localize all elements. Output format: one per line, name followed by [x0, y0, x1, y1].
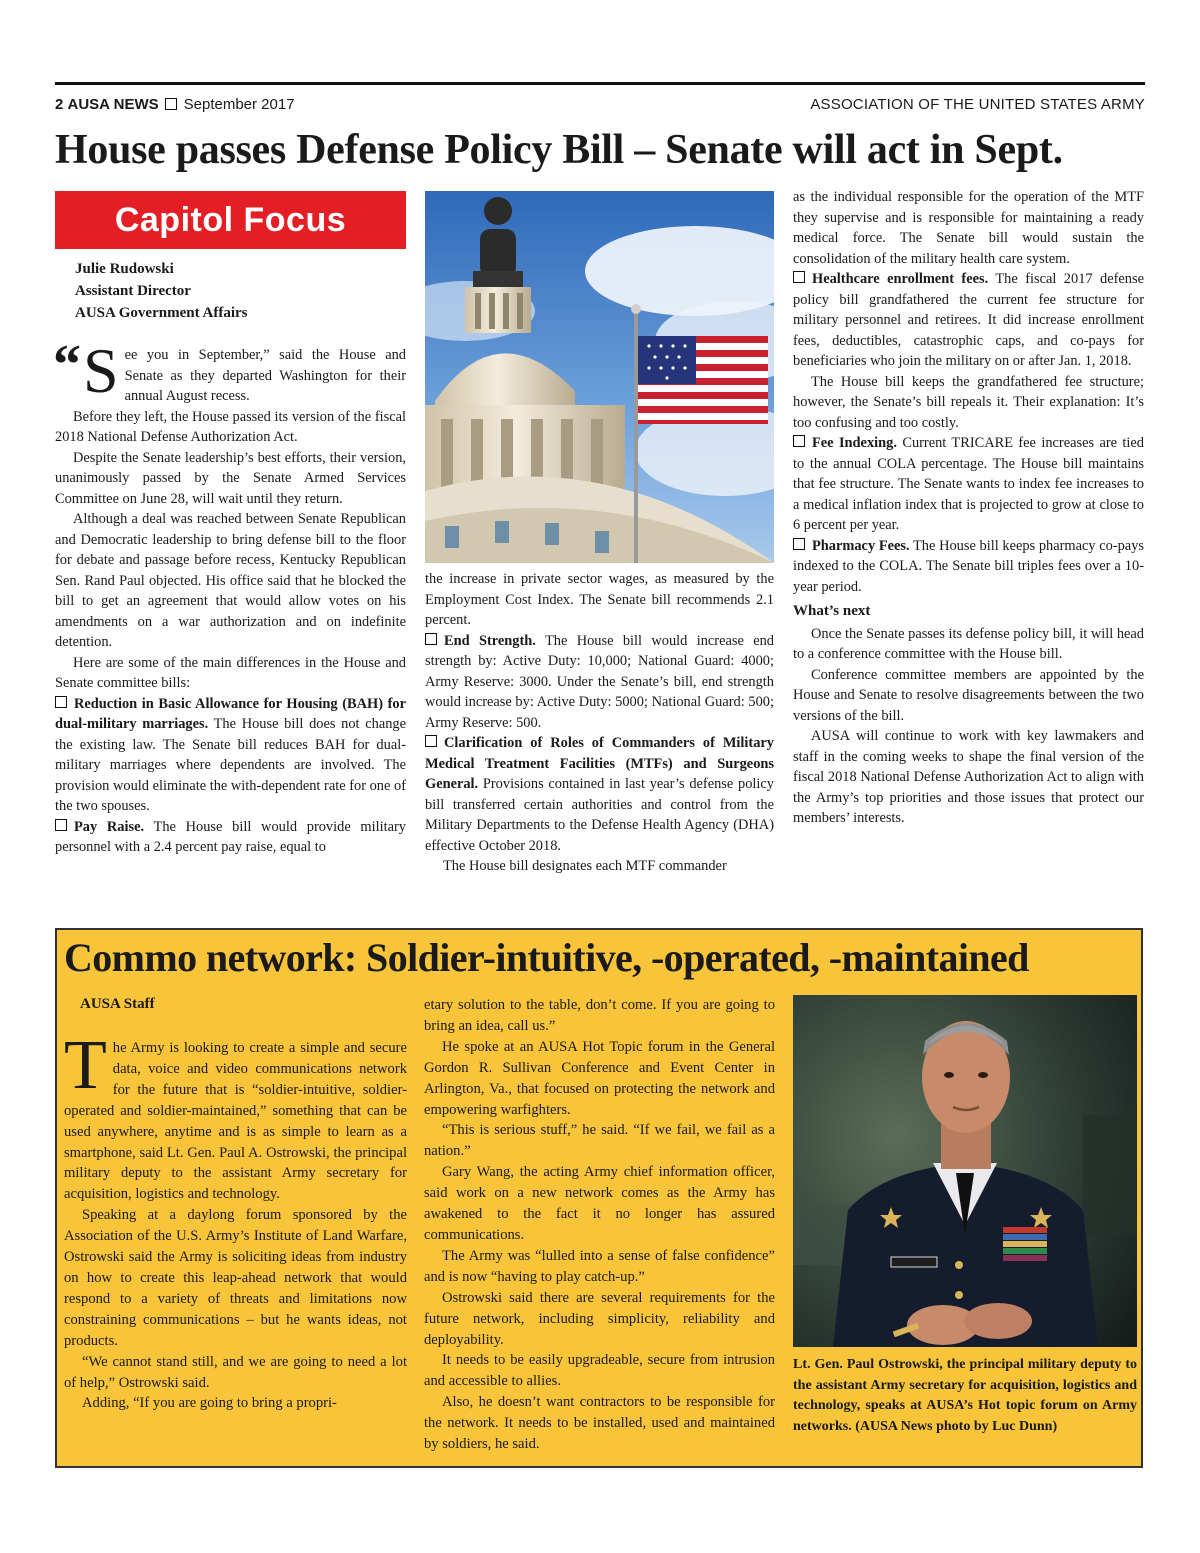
paragraph: Gary Wang, the acting Army chief information officer, said work on a new network comes as the Army has awakened to the fact it no longer has assured communications. — [424, 1164, 775, 1243]
story2-column-2 — [424, 995, 775, 1455]
capitol-focus-banner: Capitol Focus — [55, 191, 406, 249]
paragraph: He spoke at an AUSA Hot Topic forum in the General Gordon R. Sullivan Conference and Event Center in Arlington, Va., that focused on protecting the network and empowering warfighters. — [424, 1038, 775, 1118]
lead-paragraph — [53, 334, 406, 407]
paragraph: Despite the Senate leadership’s best efforts, their version, unanimously passed by the Senate Armed Services Committee on June 28, will wait until they return. — [55, 449, 406, 507]
checkbox-icon — [165, 98, 177, 110]
commo-byline: AUSA Staff — [80, 996, 155, 1012]
item-end-strength — [425, 631, 774, 734]
paragraph: AUSA will continue to work with key lawmakers and staff in the coming weeks to shape the final version of the fiscal 2018 National Defense Authorization Act to align with the Army’s top priorities and those issues that protect our members’ interests. — [793, 728, 1144, 826]
paragraph: Conference committee members are appointed by the House and Senate to resolve disagreements between the two versions of the bill. — [793, 666, 1144, 724]
item-bah — [55, 694, 406, 817]
item-text: The House bill would increase end strength by: Active Duty: 10,000; National Guard: 4000; Army Reserve: 3000. Under the Senate’s bill, end strength would increase by: Active Duty: 5000; National Guard: 500; Army Reserve: 500. — [425, 632, 774, 731]
paragraph: The House bill keeps the grandfathered fee structure; however, the Senate’s bill repeals it. Their explanation: It’s too confusing and too costly. — [793, 373, 1144, 431]
item-text: The House bill does not change the existing law. The Senate bill reduces BAH for dual-military marriages where dependents are involved. The provision would eliminate the with-dependent rate for one of the two spouses. — [55, 716, 406, 814]
byline — [75, 258, 248, 324]
item-title: Reduction in Basic Allowance for Housing (BAH) for dual-military marriages. — [55, 695, 406, 732]
lead-text: he Army is looking to create a simple and secure data, voice and video communications network for the future that is “soldier-intuitive, soldier-operated and soldier-maintained,” something that can be used anywhere, anytime and is as simple to learn as a smartphone, said Lt. Gen. Paul A. Ostrowski, the principal military deputy to the assistant Army secretary for acquisition, logistics and technology. — [64, 1040, 407, 1203]
paragraph: the increase in private sector wages, as measured by the Employment Cost Index. The Senate bill recommends 2.1 percent. — [425, 571, 774, 628]
item-mtf — [425, 733, 774, 856]
paragraph: Adding, “If you are going to bring a propri- — [82, 1395, 337, 1412]
paragraph: It needs to be easily upgradeable, secure from intrusion and accessible to allies. — [424, 1352, 775, 1390]
header-left — [55, 96, 295, 113]
story1-column-3 — [793, 187, 1144, 829]
drop-quote: “ — [53, 334, 81, 396]
item-title: Pharmacy Fees. — [812, 537, 910, 554]
checkbox-icon — [55, 696, 67, 708]
item-pay — [55, 817, 406, 858]
item-text: The House bill keeps pharmacy co-pays indexed to the COLA. The Senate bill triples fees over a 10-year period. — [793, 537, 1144, 595]
paragraph: “We cannot stand still, and we are going to need a lot of help,” Ostrowski said. — [64, 1353, 407, 1391]
drop-cap: T — [64, 1027, 107, 1104]
lead-text: ee you in September,” said the House and Senate as they departed Washington for their annual August recess. — [124, 347, 406, 404]
item-pharmacy-fees — [793, 536, 1144, 598]
paragraph: Ostrowski said there are several requirements for the future network, including simplicity, reliability and deployability. — [424, 1289, 775, 1348]
paragraph: Although a deal was reached between Senate Republican and Democratic leadership to bring defense bill to the floor for debate and passage before recess, Kentucky Republican Sen. Rand Paul objected. His office said that he blocked the bill to get an agreement that would allow votes on his amendments on a war authorization and on indefinite detention. — [55, 511, 406, 650]
checkbox-icon — [793, 435, 805, 447]
item-text: The fiscal 2017 defense policy bill grandfathered the current fee structure for military personnel and retirees. It did increase enrollment fees, deductibles, catastrophic caps, and co-pays for beneficiaries who join the military on or after Jan. 1, 2018. — [793, 271, 1144, 369]
checkbox-icon — [793, 538, 805, 550]
paragraph: Here are some of the main differences in the House and Senate committee bills: — [55, 654, 406, 691]
item-text: Provisions contained in last year’s defense policy bill transferred certain authorities and control from the Military Departments to the Defense Health Agency (DHA) effective October 2018. — [425, 776, 774, 854]
paragraph: The House bill designates each MTF commander — [443, 858, 727, 874]
lead-paragraph — [64, 1027, 407, 1205]
organization-name: ASSOCIATION OF THE UNITED STATES ARMY — [810, 96, 1145, 113]
paragraph: “This is serious stuff,” he said. “If we fail, we fail as a nation.” — [424, 1122, 775, 1160]
byline-author: Julie Rudowski — [75, 261, 174, 277]
paragraph: as the individual responsible for the operation of the MTF they supervise and is responsible for maintaining a ready medical force. The Senate bill would sustain the consolidation of the military health care system. — [793, 189, 1144, 267]
publication-name: AUSA NEWS — [67, 96, 159, 113]
item-title: Pay Raise. — [74, 818, 145, 835]
checkbox-icon — [425, 735, 437, 747]
page-header — [55, 96, 1145, 116]
ostrowski-portrait — [793, 995, 1137, 1347]
paragraph: etary solution to the table, don’t come. If you are going to bring an idea, call us.” — [424, 997, 775, 1034]
item-text: The House bill would provide military personnel with a 2.4 percent pay raise, equal to — [55, 818, 406, 855]
ostrowski-photo — [793, 995, 1137, 1347]
story1-column-2 — [425, 569, 774, 877]
paragraph: Also, he doesn’t want contractors to be responsible for the network. It needs to be installed, used and maintained by soldiers, he said. — [424, 1394, 775, 1453]
drop-cap: S — [83, 335, 119, 406]
checkbox-icon — [55, 819, 67, 831]
item-title: End Strength. — [444, 632, 536, 649]
checkbox-icon — [425, 633, 437, 645]
item-fee-indexing — [793, 433, 1144, 536]
photo-caption: Lt. Gen. Paul Ostrowski, the principal military deputy to the assistant Army secretary for acquisition, logistics and technology, speaks at AUSA’s Hot topic forum on Army networks. (AUSA News photo by Luc Dunn) — [793, 1357, 1137, 1435]
capitol-dome-photo — [425, 191, 774, 563]
paragraph: Speaking at a daylong forum sponsored by the Association of the U.S. Army’s Institute of Land Warfare, Ostrowski said the Army is soliciting ideas from industry on how to create this leap-ahead network that would respond to a variety of threats and limitations now constraining communications – but he wants ideas, not products. — [64, 1207, 407, 1349]
story2-column-1 — [64, 1027, 407, 1414]
commo-headline: Commo network: Soldier-intuitive, -operated, -maintained — [64, 935, 1029, 980]
header-rule — [55, 82, 1145, 85]
main-headline: House passes Defense Policy Bill – Senate will act in Sept. — [55, 127, 1063, 173]
whats-next-subhead: What’s next — [793, 603, 871, 619]
item-title: Clarification of Roles of Commanders of Military Medical Treatment Facilities (MTFs) and Surgeons General. — [425, 735, 774, 792]
byline-title: Assistant Director — [75, 283, 191, 299]
item-text: Current TRICARE fee increases are tied to the annual COLA percentage. The House bill maintains that fee structure. The Senate wants to index fee increases to a medical inflation index that is projected to grow at close to 6 percent per year. — [793, 435, 1145, 533]
page-number: 2 — [55, 96, 64, 113]
item-healthcare-fees — [793, 269, 1144, 372]
item-title: Fee Indexing. — [812, 435, 897, 451]
item-title: Healthcare enrollment fees. — [812, 271, 989, 287]
byline-dept: AUSA Government Affairs — [75, 305, 248, 321]
capitol-dome-illustration — [425, 191, 774, 563]
issue-date: September 2017 — [183, 96, 295, 113]
paragraph: Before they left, the House passed its version of the fiscal 2018 National Defense Authorization Act. — [55, 408, 406, 445]
paragraph: Once the Senate passes its defense policy bill, it will head to a conference committee with the House bill. — [793, 625, 1144, 662]
paragraph: The Army was “lulled into a sense of false confidence” and is now “having to play catch-up.” — [424, 1247, 775, 1285]
story1-column-1 — [53, 334, 406, 858]
checkbox-icon — [793, 271, 805, 283]
